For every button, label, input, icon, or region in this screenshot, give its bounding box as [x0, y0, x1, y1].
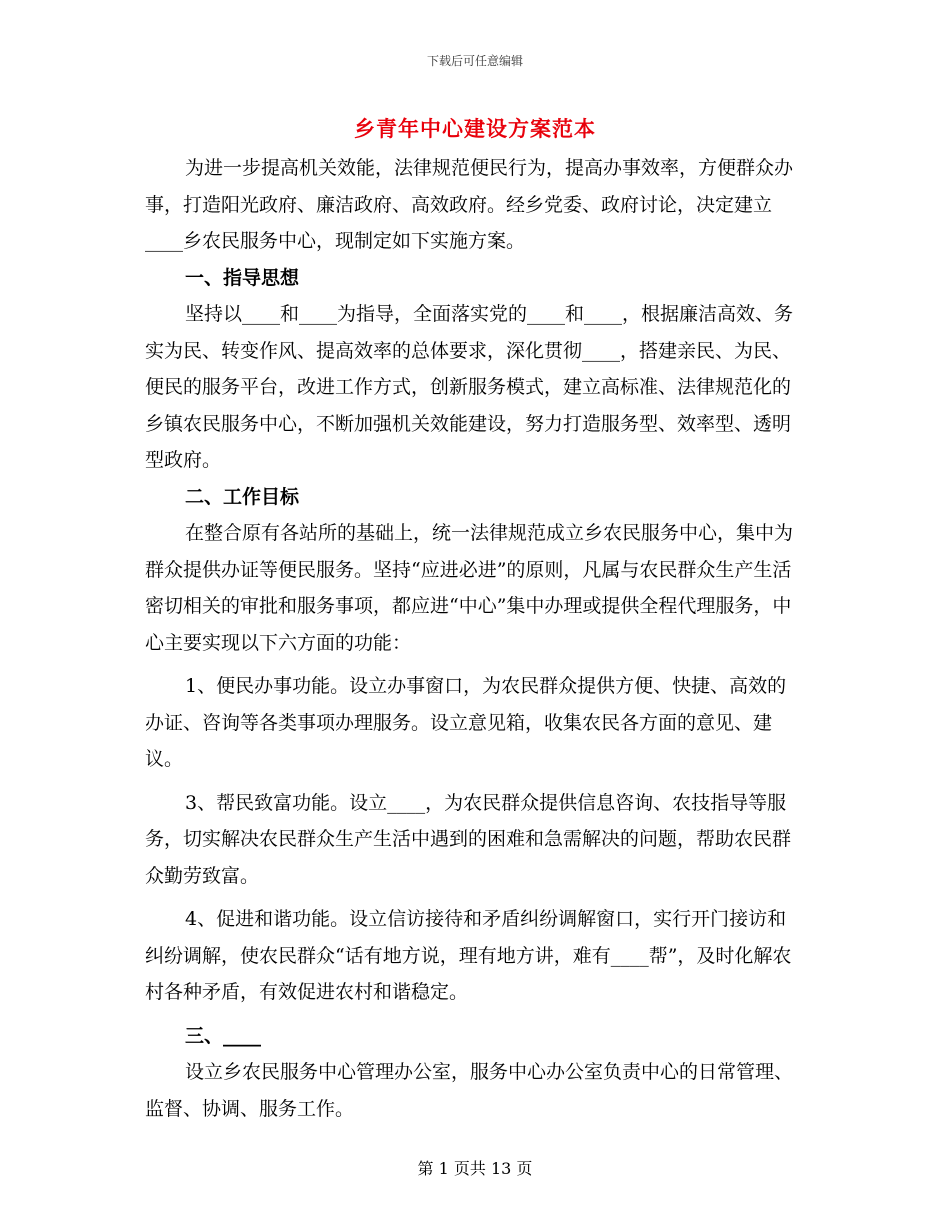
intro-paragraph: 为进一步提高机关效能，法律规范便民行为，提高办事效率，方便群众办事，打造阳光政府、廉洁政府、高效政府。经乡党委、政府讨论，决定建立____乡农民服务中心，现制定如下实施方案。: [145, 157, 794, 252]
section-2-paragraph: 在整合原有各站所的基础上，统一法律规范成立乡农民服务中心，集中为群众提供办证等便民服务。坚持“应进必进”的原则，凡属与农民群众生产生活密切相关的审批和服务事项，都应进“中心”集中办理或提供全程代理服务，中心主要实现以下六方面的功能：: [145, 522, 794, 654]
page-number: 第 1 页共 13 页: [417, 1159, 533, 1178]
document-body: [145, 150, 805, 1127]
header-note: 下载后可任意编辑: [426, 54, 523, 68]
function-item-1: 1、便民办事功能。设立办事窗口，为农民群众提供方便、快捷、高效的办证、咨询等各类事项办理服务。设立意见箱，收集农民各方面的意见、建议。: [145, 675, 787, 770]
section-3-heading: 三、____: [185, 1024, 262, 1047]
section-2-heading: 二、工作目标: [185, 485, 300, 508]
section-1-heading: 一、指导思想: [185, 266, 300, 289]
section-3-paragraph: 设立乡农民服务中心管理办公室，服务中心办公室负责中心的日常管理、监督、协调、服务工作。: [145, 1061, 794, 1120]
section-1-paragraph: 坚持以____和____为指导，全面落实党的____和____，根据廉洁高效、务实为民、转变作风、提高效率的总体要求，深化贯彻____，搭建亲民、为民、便民的服务平台，改进工作方式，创新服务模式，建立高标准、法律规范化的乡镇农民服务中心，不断加强机关效能建设，努力打造服务型、效率型、透明型政府。: [145, 303, 794, 471]
function-item-4: 4、促进和谐功能。设立信访接待和矛盾纠纷调解窗口，实行开门接访和纠纷调解，使农民群众“话有地方说，理有地方讲，难有____帮”，及时化解农村各种矛盾，有效促进农村和谐稳定。: [145, 908, 792, 1003]
function-item-3: 3、帮民致富功能。设立____，为农民群众提供信息咨询、农技指导等服务，切实解决农民群众生产生活中遇到的困难和急需解决的问题，帮助农民群众勤劳致富。: [145, 791, 792, 887]
document-title: 乡青年中心建设方案范本: [354, 116, 596, 141]
